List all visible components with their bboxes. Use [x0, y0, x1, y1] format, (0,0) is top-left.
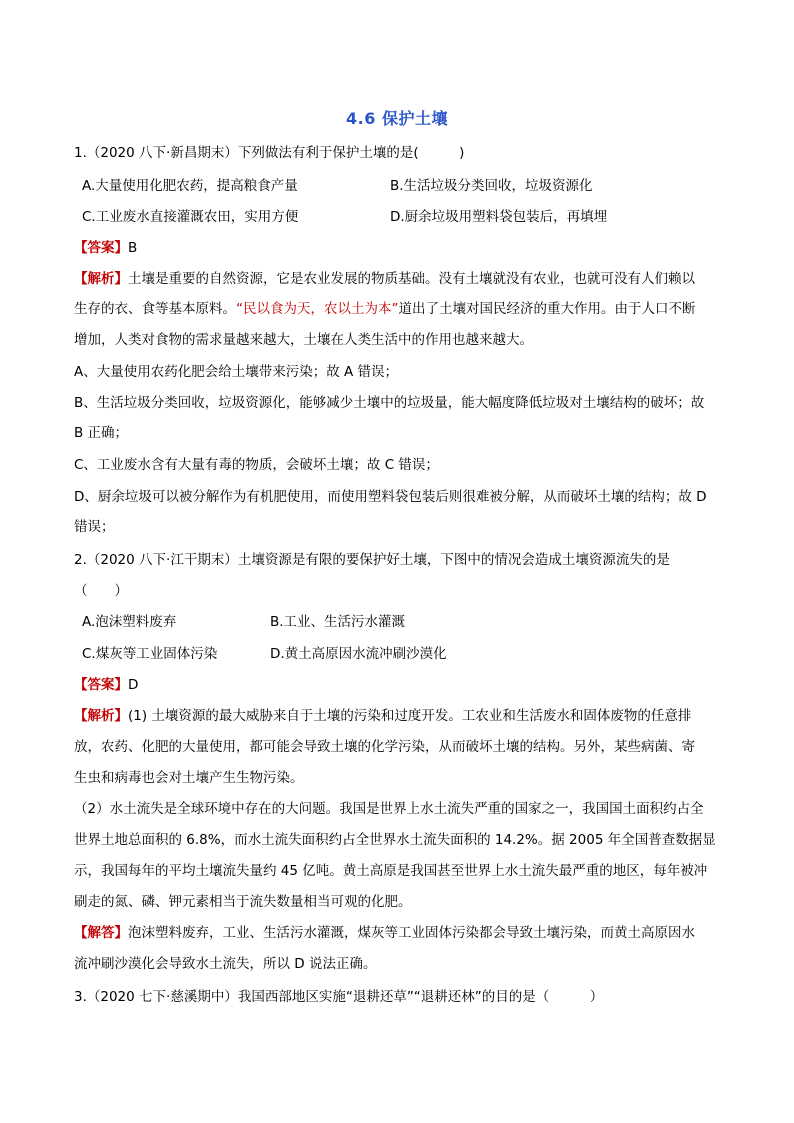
question-2-option-a: A.泡沫塑料废弃: [82, 614, 177, 630]
question-2-solution-line-1: [74, 923, 695, 943]
question-2-solution-line-2: 流冲刷沙漠化会导致水土流失，所以 D 说法正确。: [74, 956, 377, 972]
analysis-text: (1) 土壤资源的最大威胁来自于土壤的污染和过度开发。工农业和生活废水和固体废物的任意排: [128, 708, 692, 724]
question-2-analysis-line-2: 放，农药、化肥的大量使用，都可能会导致土壤的化学污染，从而破坏土壤的结构。另外，某些病菌、寄: [74, 739, 695, 755]
analysis-text: 道出了土壤对国民经济的重大作用。由于人口不断: [398, 301, 696, 317]
question-3-stem: 3.（2020 七下·慈溪期中）我国西部地区实施“退耕还草”“退耕还林”的目的是（ ）: [74, 989, 604, 1005]
analysis-text: 土壤是重要的自然资源，它是农业发展的物质基础。没有土壤就没有农业，也就可没有人们赖以: [128, 271, 695, 287]
question-1-analysis-line-5: B、生活垃圾分类回收，垃圾资源化，能够减少土壤中的垃圾量，能大幅度降低垃圾对土壤结构的破坏；故: [74, 395, 705, 411]
question-2-stem-bracket: （ ）: [74, 583, 128, 599]
question-2-analysis-line-5: 世界土地总面积的 6.8%，而水土流失面积约占全世界水土流失面积的 14.2%。据 2005 年全国普查数据显: [74, 832, 716, 848]
solution-text: 泡沫塑料废弃，工业、生活污水灌溉，煤灰等工业固体污染都会导致土壤污染，而黄土高原因水: [128, 925, 695, 941]
question-2-analysis-line-4: （2）水土流失是全球环境中存在的大问题。我国是世界上水土流失严重的国家之一，我国国土面积约占全: [74, 801, 704, 817]
page-title: 4.6 保护土壤: [346, 109, 448, 128]
question-2-analysis-line-3: 生虫和病毒也会对土壤产生生物污染。: [74, 770, 304, 786]
question-1-analysis-line-3: 增加，人类对食物的需求量越来越大，土壤在人类生活中的作用也越来越大。: [74, 332, 533, 348]
question-2-answer: [74, 675, 138, 695]
question-2-analysis-line-6: 示，我国每年的平均土壤流失量约 45 亿吨。黄土高原是我国甚至世界上水土流失最严重的地区，每年被冲: [74, 863, 708, 879]
analysis-quote: “民以食为天，农以土为本”: [236, 301, 399, 317]
question-1-analysis-line-1: [74, 269, 695, 289]
question-2-stem: 2.（2020 八下·江干期末）土壤资源是有限的要保护好土壤，下图中的情况会造成土壤资源流失的是: [74, 552, 670, 568]
question-1-analysis-line-8: D、厨余垃圾可以被分解作为有机肥使用，而使用塑料袋包装后则很难被分解，从而破坏土壤的结构；故 D: [74, 489, 707, 505]
question-1-analysis-line-7: C、工业废水含有大量有毒的物质，会破坏土壤；故 C 错误；: [74, 457, 439, 473]
question-1-analysis-line-9: 错误；: [74, 519, 115, 535]
question-1-option-c: C.工业废水直接灌溉农田，实用方便: [82, 209, 299, 225]
analysis-text: 生存的衣、食等基本原料。: [74, 301, 236, 317]
question-1-analysis-line-2: [74, 299, 696, 319]
answer-value: B: [128, 240, 138, 256]
question-2-analysis-line-7: 刷走的氮、磷、钾元素相当于流失数量相当可观的化肥。: [74, 894, 412, 910]
question-2-option-d: D.黄土高原因水流冲刷沙漠化: [270, 646, 447, 662]
question-2-analysis-line-1: [74, 706, 691, 726]
answer-tag: 【答案】: [74, 677, 128, 693]
solution-tag: 【解答】: [74, 925, 128, 941]
question-1-analysis-line-4: A、大量使用农药化肥会给土壤带来污染；故 A 错误；: [74, 364, 399, 380]
question-1-option-a: A.大量使用化肥农药，提高粮食产量: [82, 178, 298, 194]
analysis-tag: 【解析】: [74, 271, 128, 287]
analysis-tag: 【解析】: [74, 708, 128, 724]
question-2-option-b: B.工业、生活污水灌溉: [270, 614, 406, 630]
answer-tag: 【答案】: [74, 240, 128, 256]
question-1-stem: 1.（2020 八下·新昌期末）下列做法有利于保护土壤的是( ): [74, 145, 465, 161]
answer-value: D: [128, 677, 139, 693]
question-1-analysis-line-6: B 正确；: [74, 425, 129, 441]
question-2-option-c: C.煤灰等工业固体污染: [82, 646, 218, 662]
question-1-answer: [74, 238, 137, 258]
question-1-option-b: B.生活垃圾分类回收，垃圾资源化: [390, 178, 593, 194]
question-1-option-d: D.厨余垃圾用塑料袋包装后，再填埋: [390, 209, 608, 225]
